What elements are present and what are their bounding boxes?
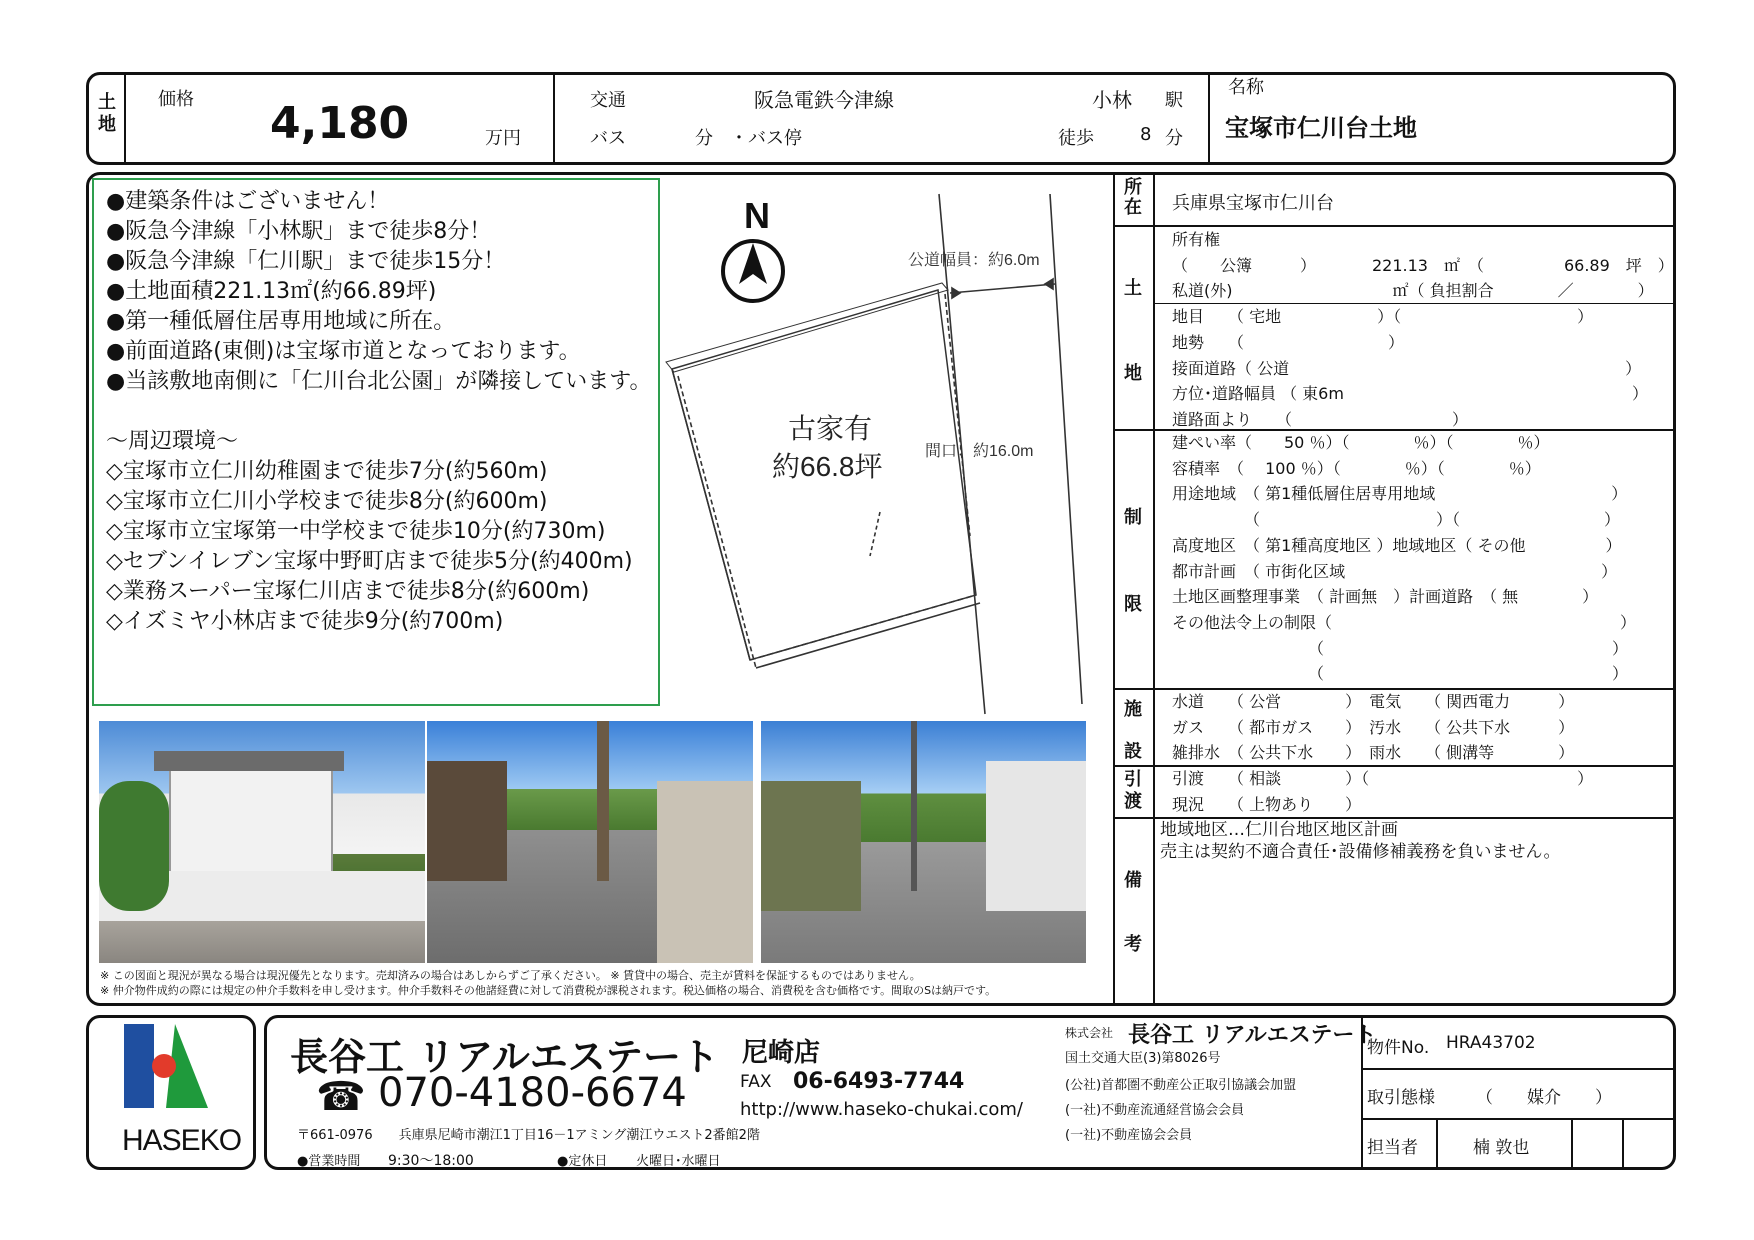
row-blank-1: （ ） (1172, 638, 1629, 658)
land-label: 土 地 (98, 92, 116, 135)
env-item: ◇イズミヤ小林店まで徒歩9分(約700m) (106, 609, 504, 634)
promo-point: ●第一種低層住居専用地域に所在。 (106, 309, 456, 334)
promo-point: ●土地面積221.13㎡(約66.89坪) (106, 279, 437, 304)
env-title: ～周辺環境～ (106, 429, 239, 454)
row-kenpei: 建ぺい率（ 50 ％）（ ％）（ ％） (1172, 433, 1550, 452)
row-youseki: 容積率 （ 100 ％）（ ％）（ ％） (1172, 458, 1541, 478)
station-suffix: 駅 (1165, 90, 1183, 111)
promo-point: ●当該敷地南側に「仁川台北公園」が隣接しています。 (106, 369, 652, 394)
address: 〒661-0976 兵庫県尼崎市潮江1丁目16－1アミング潮江ウエスト2番館2階 (297, 1128, 760, 1143)
row-zatsu: 雑排水 （ 公共下水 ） 雨水 （ 側溝等 ） (1172, 743, 1575, 762)
env-item: ◇宝塚市立宝塚第一中学校まで徒歩10分(約730m) (106, 519, 606, 544)
handover-rows (1172, 766, 1593, 817)
walk-label: 徒歩 (1058, 128, 1094, 149)
site-plan (660, 176, 1112, 716)
website-url[interactable]: http://www.haseko-chukai.com/ (740, 1099, 1023, 1120)
location-label: 所 在 (1124, 177, 1142, 218)
remarks-label: 備 (1124, 870, 1142, 891)
trade-label: 取引態様 (1367, 1088, 1435, 1108)
row-kobo: （ 公簿 ） 221.13 ㎡ （ 66.89 坪 ） (1172, 255, 1674, 275)
row-kukaku: 土地区画整理事業 （ 計画無 ）計画道路 （ 無 ） (1172, 587, 1599, 607)
property-no-label: 物件No. (1367, 1038, 1430, 1058)
hours: 9:30～18:00 (388, 1153, 474, 1169)
corp-prefix: 株式会社 (1065, 1026, 1114, 1040)
row-chisei: 地勢 （ ） (1172, 332, 1405, 352)
station-name: 小林 (1092, 88, 1132, 112)
row-gas: ガス （ 都市ガス ） 汚水 （ 公共下水 ） (1172, 717, 1575, 737)
staff-label: 担当者 (1367, 1138, 1418, 1158)
row-houi: 方位･道路幅員 （ 東6m ） (1172, 384, 1648, 404)
env-item: ◇業務スーパー宝塚仁川店まで徒歩8分(約600m) (106, 579, 590, 604)
bus-stop: ・バス停 (730, 128, 802, 149)
promo-point: ●阪急今津線「小林駅」まで徒歩8分！ (106, 219, 492, 244)
handover-label: 引 渡 (1124, 769, 1142, 812)
north-label: N (744, 195, 770, 236)
env-item: ◇宝塚市立仁川小学校まで徒歩8分(約600m) (106, 489, 548, 514)
row-toshi: 都市計画 （ 市街化区域 ） (1172, 561, 1618, 581)
property-name: 宝塚市仁川台土地 (1225, 114, 1417, 142)
land-section-label: 土 (1124, 278, 1142, 299)
row-koudo: 高度地区 （ 第1種高度地区 ）地域地区（ その他 ） (1172, 535, 1622, 555)
row-hikiwatashi: 引渡 （ 相談 ）（ ） (1172, 769, 1594, 788)
restriction-rows (1172, 430, 1636, 687)
promo-points (106, 187, 651, 637)
trade-value: （ 媒介 ） (1476, 1088, 1612, 1108)
row-ownership: 所有権 (1172, 230, 1221, 249)
walk-unit: 分 (1165, 128, 1183, 149)
logo-text: HASEKO (122, 1124, 242, 1157)
row-sonota: その他法令上の制限（ ） (1172, 612, 1637, 632)
name-label: 名称 (1228, 77, 1264, 98)
branch-name: 尼崎店 (742, 1038, 821, 1068)
company-name: 長谷工 リアルエステート (290, 1035, 719, 1079)
property-no: HRA43702 (1446, 1033, 1536, 1053)
env-item: ◇セブンイレブン宝塚中野町店まで徒歩5分(約400m) (106, 549, 633, 574)
transport-label: 交通 (590, 90, 626, 111)
street-photo-2 (761, 721, 1086, 963)
price-value: 4,180 (270, 98, 410, 149)
frontage-label: 間口：約16.0m (925, 443, 1034, 460)
street-photo-1 (427, 721, 753, 963)
price-unit: 万円 (485, 128, 521, 149)
land-rows (1172, 227, 1674, 433)
restrict-label: 制 (1124, 507, 1142, 528)
fax-label: FAX (740, 1072, 772, 1092)
phone-icon: ☎ (316, 1074, 366, 1120)
assoc-2: (一社)不動産流通経営協会会員 (1065, 1103, 1245, 1118)
remarks-line-1: 地域地区…仁川台地区地区計画 (1160, 820, 1398, 840)
restrict-label-2: 限 (1124, 594, 1142, 615)
row-shido: 私道(外) ㎡（ 負担割合 ／ ） (1172, 281, 1654, 301)
corp-name: 長谷工 リアルエステート (1128, 1023, 1377, 1048)
assoc-1: (公社)首都圏不動産公正取引協議会加盟 (1065, 1078, 1297, 1093)
promo-point: ●阪急今津線「仁川駅」まで徒歩15分！ (106, 249, 506, 274)
hours-label: ●営業時間 (297, 1154, 361, 1169)
env-item: ◇宝塚市立仁川幼稚園まで徒歩7分(約560m) (106, 459, 548, 484)
row-genkyo: 現況 （ 上物あり ） (1172, 794, 1362, 814)
remarks-line-2: 売主は契約不適合責任･設備修補義務を負いません。 (1160, 842, 1561, 862)
bus-min: 分 (695, 128, 713, 149)
price-label: 価格 (158, 89, 194, 110)
bus-label: バス (590, 128, 626, 149)
row-youto: 用途地域 （ 第1種低層住居専用地域 ） (1172, 484, 1628, 504)
facility-rows (1172, 689, 1574, 766)
row-youto-2: （ ）（ ） (1172, 510, 1621, 530)
facility-label-2: 設 (1124, 741, 1142, 762)
road-width-label: 公道幅員：約6.0m (908, 252, 1040, 269)
walk-value: 8 (1140, 124, 1152, 145)
staff-name: 楠 敦也 (1473, 1138, 1530, 1158)
holiday: 火曜日･水曜日 (636, 1154, 721, 1169)
assoc-3: (一社)不動産協会会員 (1065, 1128, 1193, 1143)
license: 国土交通大臣(3)第8026号 (1065, 1051, 1221, 1066)
row-setsumen: 接面道路（ 公道 ） (1172, 358, 1642, 378)
holiday-label: ●定休日 (557, 1154, 608, 1169)
row-suido: 水道 （ 公営 ） 電気 （ 関西電力 ） (1172, 692, 1575, 711)
promo-point: ●前面道路(東側)は宝塚市道となっております。 (106, 339, 581, 364)
house-label: 古家有 (788, 413, 873, 444)
row-blank-2: （ ） (1172, 664, 1629, 684)
house-photo (99, 721, 425, 963)
remarks-label-2: 考 (1124, 934, 1142, 955)
note-line-2: ※ 仲介物件成約の際には規定の仲介手数料を申し受けます。仲介手数料その他諸経費に対して消費税が課税されます。税込価格の場合、消費税を含む価格です。間取のSは納戸です。 (100, 984, 997, 997)
facility-label: 施 (1124, 699, 1142, 720)
location-value: 兵庫県宝塚市仁川台 (1172, 193, 1334, 214)
house-area-label: 約66.8坪 (772, 451, 883, 482)
note-line-1: ※ この図面と現況が異なる場合は現況優先となります。売却済みの場合はあしからずご了承ください。 ※ 賃貸中の場合、売主が賃料を保証するものではありません。 (100, 969, 921, 982)
row-doromen: 道路面より （ ） (1172, 409, 1469, 429)
promo-point: ●建築条件はございません！ (106, 189, 390, 214)
tel-number: 070-4180-6674 (378, 1070, 687, 1116)
row-chimoku: 地目 （ 宅地 ）（ ） (1172, 307, 1594, 327)
haseko-logo-icon (120, 1022, 220, 1110)
fax-number: 06-6493-7744 (793, 1069, 965, 1094)
land-section-label-2: 地 (1124, 363, 1142, 384)
line-name: 阪急電鉄今津線 (754, 88, 894, 112)
